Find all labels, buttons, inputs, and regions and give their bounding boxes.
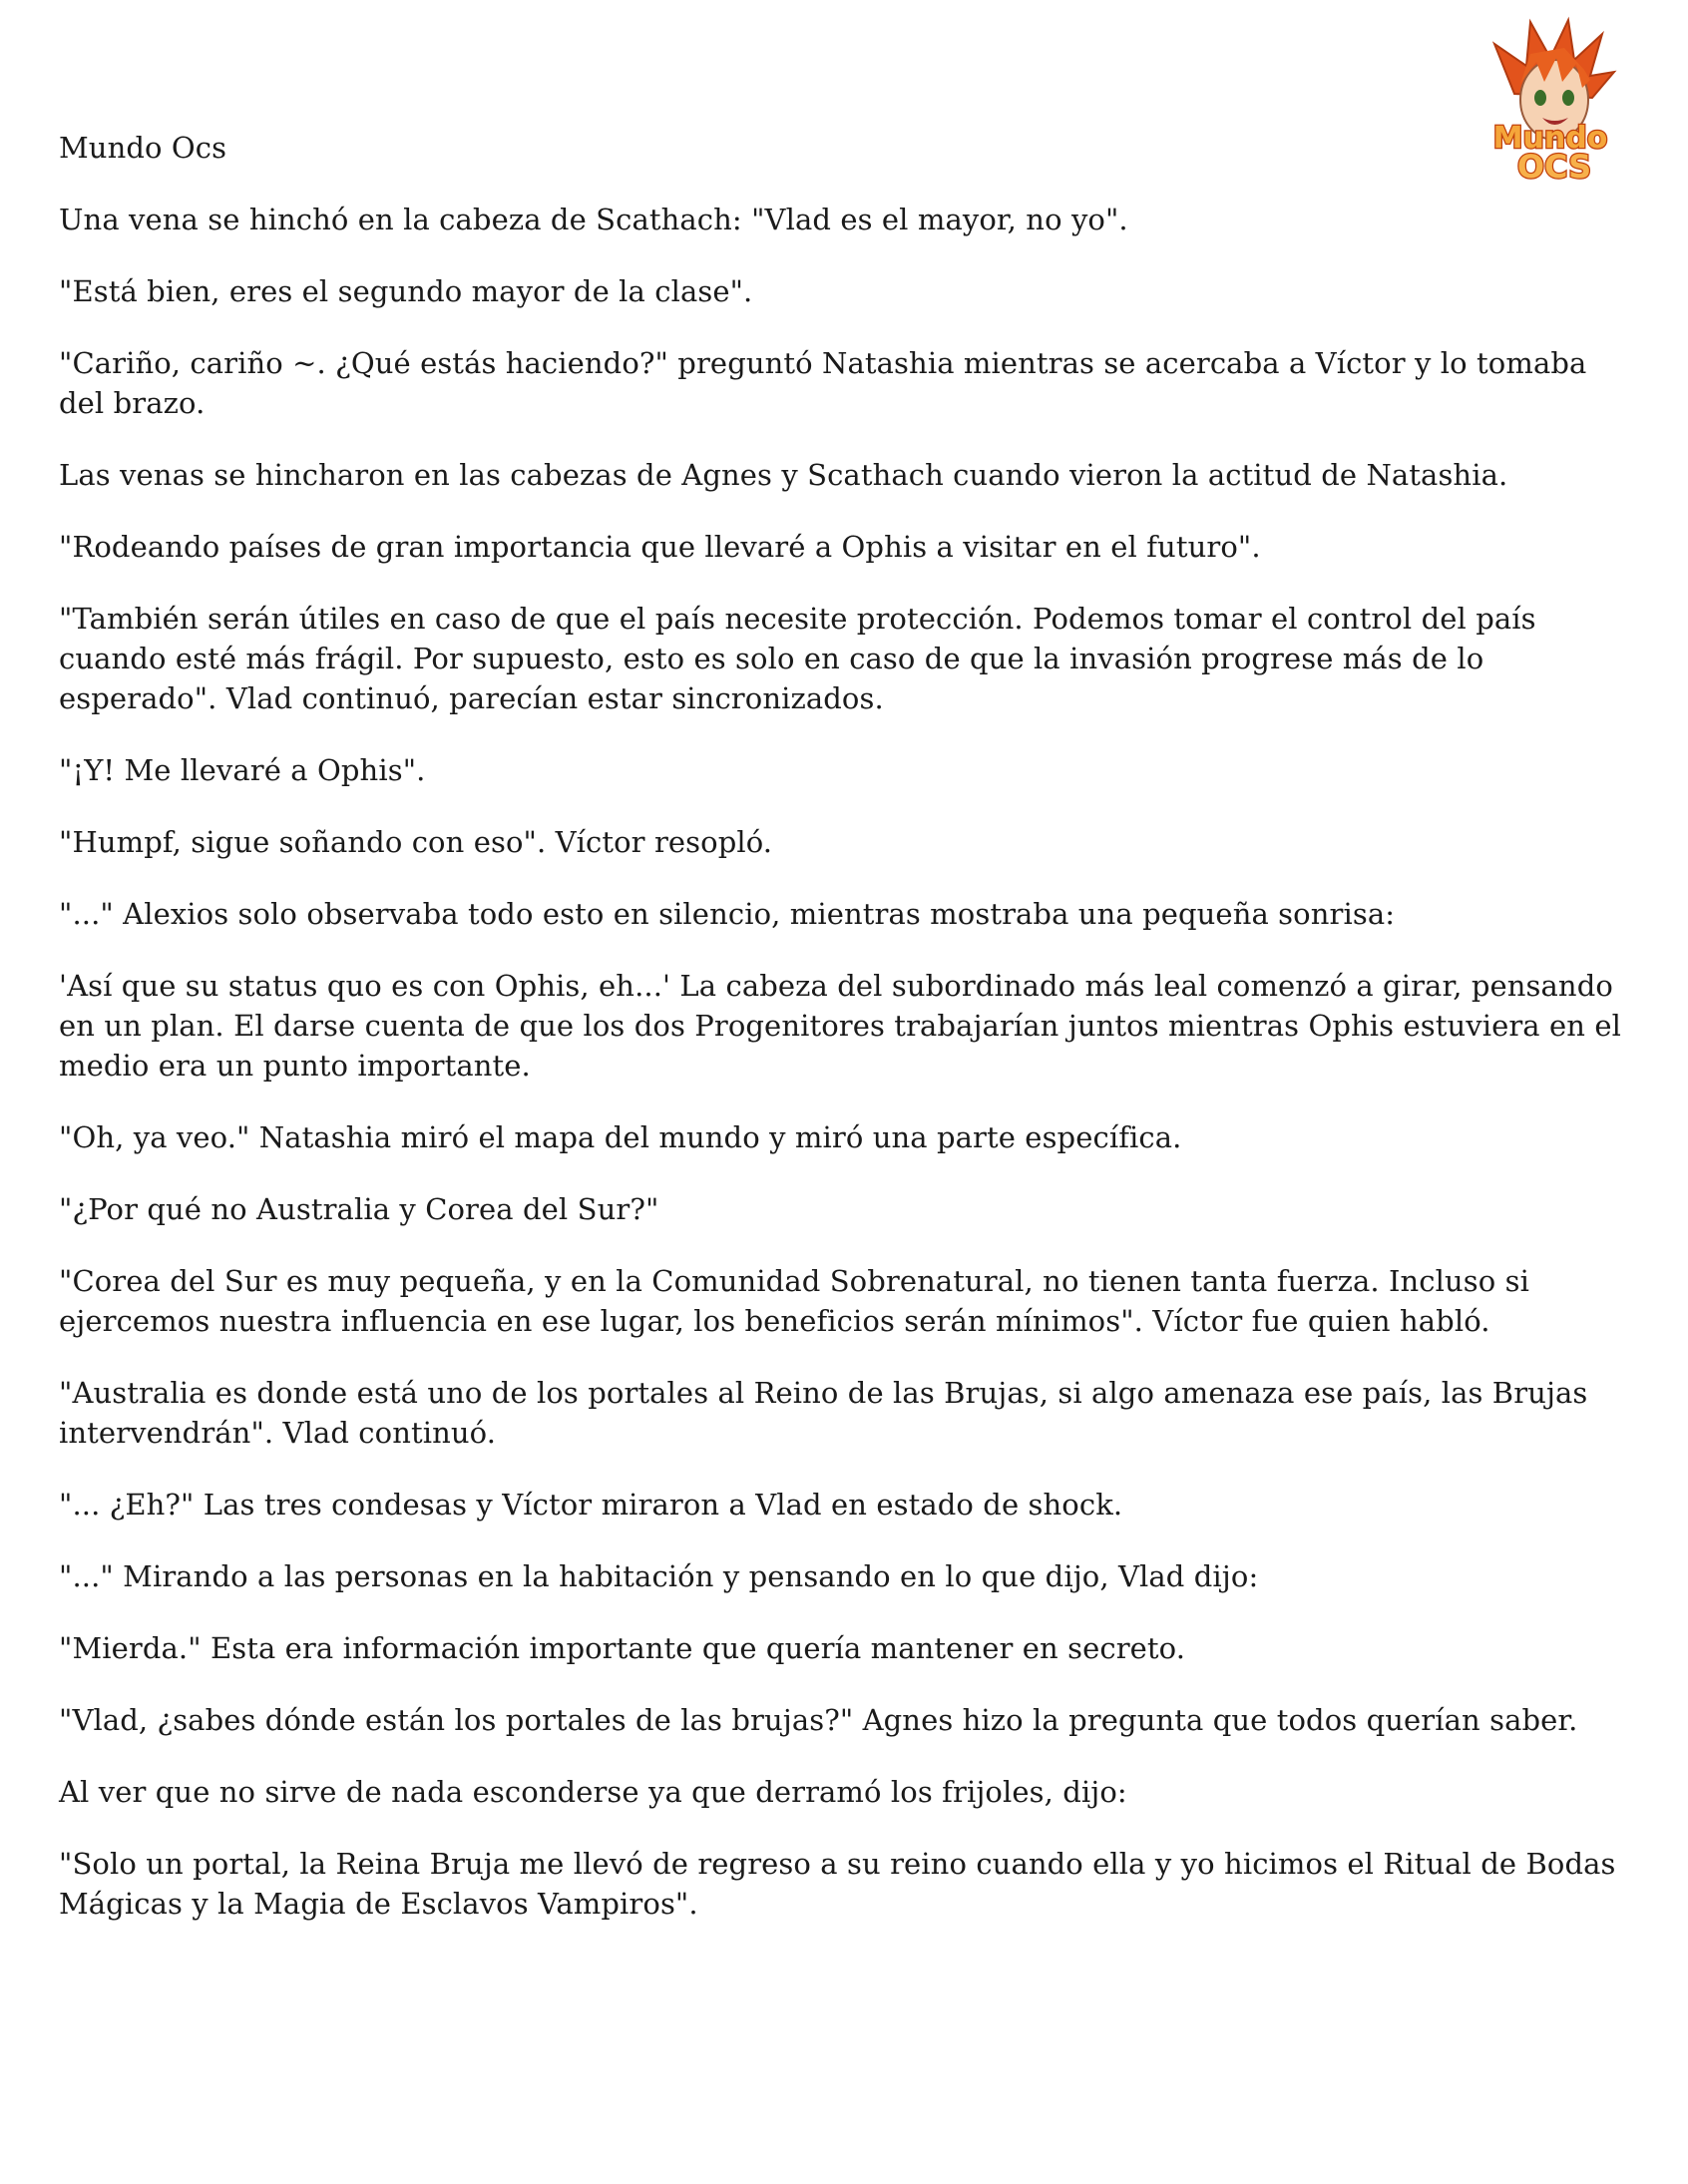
paragraph: 'Así que su status quo es con Ophis, eh...' La cabeza del subordinado más leal comenzó a girar, pensando en un plan. El darse cuenta de que los dos Progenitores trabajarían juntos mientras Ophis estuviera en el medio era un punto importante.	[59, 969, 1622, 1083]
paragraph: "Oh, ya veo." Natashia miró el mapa del mundo y miró una parte específica.	[59, 1120, 1182, 1154]
paragraph: "También serán útiles en caso de que el país necesite protección. Podemos tomar el control del país cuando esté más frágil. Por supuesto, esto es solo en caso de que la invasión progrese más de lo esperado". Vlad continuó, parecían estar sincronizados.	[59, 602, 1536, 715]
document-body	[59, 128, 1640, 1956]
paragraph: "Cariño, cariño ~. ¿Qué estás haciendo?" preguntó Natashia mientras se acercaba a Víctor y lo tomaba del brazo.	[59, 346, 1587, 420]
paragraph-list	[59, 200, 1640, 1924]
paragraph: "¡Y! Me llevaré a Ophis".	[59, 753, 426, 787]
logo-word-top: Mundo	[1492, 121, 1608, 156]
paragraph: "Está bien, eres el segundo mayor de la clase".	[59, 274, 753, 308]
logo-eye-right	[1562, 90, 1574, 106]
site-name-heading: Mundo Ocs	[59, 131, 227, 165]
paragraph: Las venas se hincharon en las cabezas de Agnes y Scathach cuando vieron la actitud de Natashia.	[59, 458, 1508, 492]
paragraph: "Rodeando países de gran importancia que llevaré a Ophis a visitar en el futuro".	[59, 530, 1261, 564]
paragraph: "Corea del Sur es muy pequeña, y en la Comunidad Sobrenatural, no tienen tanta fuerza. Incluso si ejercemos nuestra influencia en ese lugar, los beneficios serán mínimos". Víctor fue quien habló.	[59, 1264, 1530, 1338]
paragraph: "..." Alexios solo observaba todo esto en silencio, mientras mostraba una pequeña sonrisa:	[59, 897, 1396, 931]
paragraph: "..." Mirando a las personas en la habitación y pensando en lo que dijo, Vlad dijo:	[59, 1559, 1259, 1593]
paragraph: "... ¿Eh?" Las tres condesas y Víctor miraron a Vlad en estado de shock.	[59, 1488, 1123, 1522]
paragraph: "Solo un portal, la Reina Bruja me llevó de regreso a su reino cuando ella y yo hicimos el Ritual de Bodas Mágicas y la Magia de Esclavos Vampiros".	[59, 1847, 1616, 1921]
logo-eye-left	[1534, 90, 1546, 106]
paragraph: "Vlad, ¿sabes dónde están los portales de las brujas?" Agnes hizo la pregunta que todos querían saber.	[59, 1703, 1578, 1737]
logo-word-bottom: OCS	[1516, 148, 1592, 186]
paragraph: "Humpf, sigue soñando con eso". Víctor resopló.	[59, 825, 773, 859]
paragraph: "Australia es donde está uno de los portales al Reino de las Brujas, si algo amenaza ese país, las Brujas intervendrán". Vlad continuó.	[59, 1376, 1588, 1450]
paragraph: "¿Por qué no Australia y Corea del Sur?"	[59, 1192, 659, 1226]
paragraph: Una vena se hinchó en la cabeza de Scathach: "Vlad es el mayor, no yo".	[59, 203, 1128, 236]
paragraph: "Mierda." Esta era información importante que quería mantener en secreto.	[59, 1631, 1186, 1665]
paragraph: Al ver que no sirve de nada esconderse ya que derramó los frijoles, dijo:	[59, 1775, 1127, 1809]
